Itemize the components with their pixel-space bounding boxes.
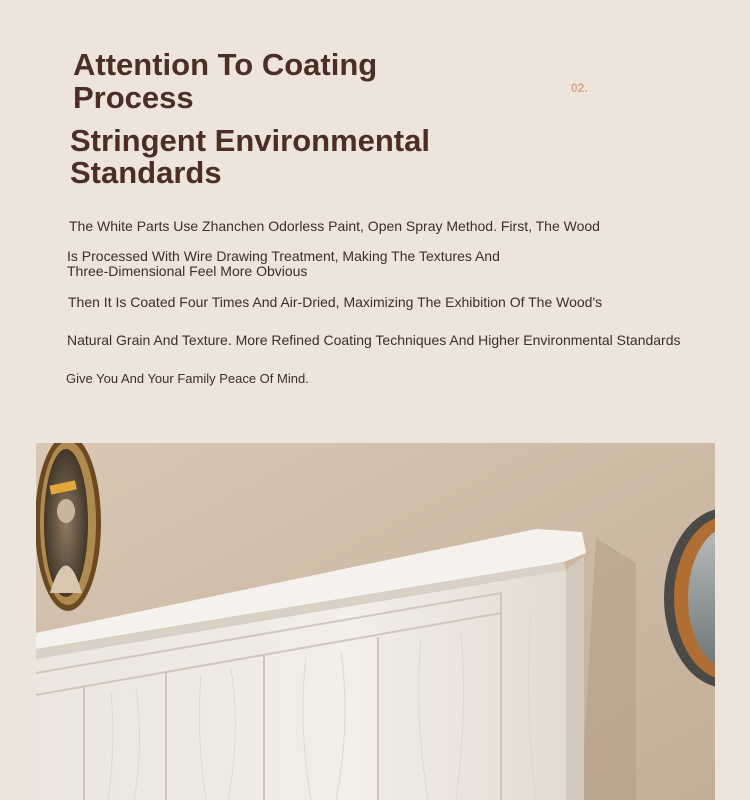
description-line: The White Parts Use Zhanchen Odorless Paint, Open Spray Method. First, The Wood xyxy=(69,218,600,234)
section-number: 02. xyxy=(571,81,588,95)
title-attention-to-coating: Attention To Coating Process xyxy=(73,47,378,115)
description-line: Is Processed With Wire Drawing Treatment, Making The Textures And xyxy=(67,248,500,264)
description-line: Then It Is Coated Four Times And Air-Dried, Maximizing The Exhibition Of The Wood's xyxy=(68,294,603,310)
product-photo-headboard xyxy=(36,443,715,800)
description-line: Give You And Your Family Peace Of Mind. xyxy=(66,371,309,386)
description-line: Three-Dimensional Feel More Obvious xyxy=(67,263,308,279)
description-line: Natural Grain And Texture. More Refined Coating Techniques And Higher Environmental Standards xyxy=(67,332,681,348)
title-environmental-standards: Stringent Environmental Standards xyxy=(70,123,430,190)
